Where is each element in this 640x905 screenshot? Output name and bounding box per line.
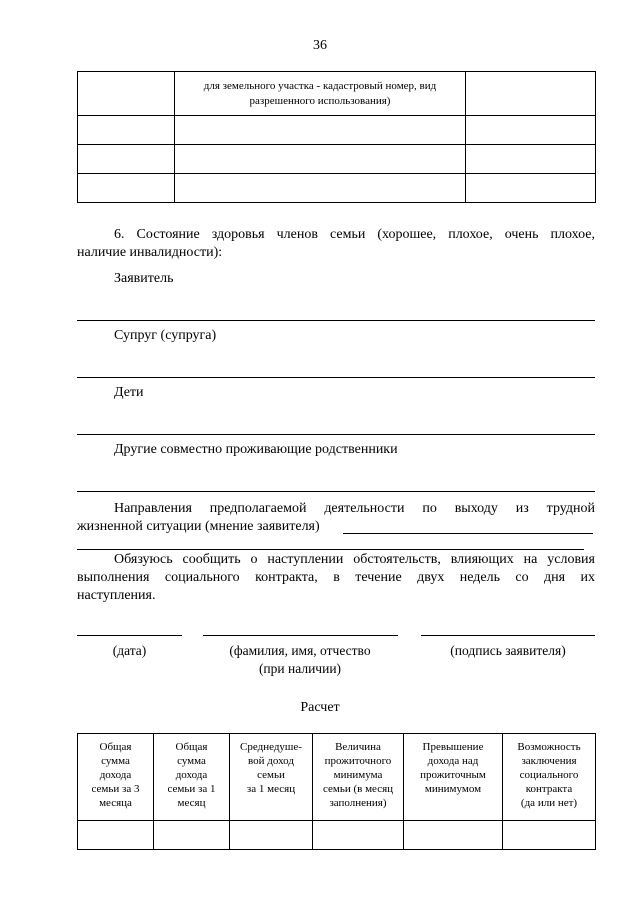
date-label: (дата) xyxy=(112,643,147,658)
obligation-line2: выполнения социального контракта, в течение двух недель со дня их xyxy=(77,570,595,585)
calc-header-cell xyxy=(230,734,313,821)
calc-header-line: Общая xyxy=(175,741,208,753)
table-row xyxy=(78,174,596,203)
calc-header-line: контракта xyxy=(525,783,573,795)
table-cell[interactable] xyxy=(78,821,154,850)
calc-header-line: месяц xyxy=(177,797,206,809)
table-cell[interactable] xyxy=(78,145,175,174)
table-cell xyxy=(175,72,466,116)
table-cell[interactable] xyxy=(404,821,503,850)
calc-header-line: прожиточным xyxy=(420,769,486,781)
calc-header-line: (да или нет) xyxy=(520,797,578,809)
calc-table xyxy=(77,733,596,850)
health-heading-line2: наличие инвалидности): xyxy=(77,245,223,260)
table-cell[interactable] xyxy=(313,821,404,850)
calc-header-line: семьи (в месяц xyxy=(322,783,394,795)
directions-answer-line-2[interactable] xyxy=(77,549,584,550)
table-cell[interactable] xyxy=(175,145,466,174)
directions-line2: жизненной ситуации (мнение заявителя) xyxy=(77,519,320,534)
table-cell[interactable] xyxy=(466,116,596,145)
table-cell[interactable] xyxy=(154,821,230,850)
calc-header-cell xyxy=(313,734,404,821)
obligation-line1: Обязуюсь сообщить о наступлении обстоятельств, влияющих на условия xyxy=(114,552,595,567)
cell-text-line: разрешенного использования) xyxy=(249,95,391,107)
calc-header-cell xyxy=(78,734,154,821)
calc-header-line: дохода xyxy=(175,769,208,781)
table-cell[interactable] xyxy=(78,116,175,145)
table-row xyxy=(78,72,596,116)
calc-header-line: заполнения) xyxy=(329,797,387,809)
cell-text-line: для земельного участка - кадастровый номер, вид xyxy=(203,80,437,92)
table-cell[interactable] xyxy=(175,116,466,145)
applicant-line[interactable] xyxy=(77,320,595,321)
property-table xyxy=(77,71,596,203)
table-cell[interactable] xyxy=(230,821,313,850)
page-number: 36 xyxy=(313,38,327,53)
signature-line[interactable] xyxy=(421,635,595,636)
calc-header-line: прожиточного xyxy=(324,755,392,767)
calc-header-line: за 1 месяц xyxy=(246,783,296,795)
calc-header-line: Возможность xyxy=(517,741,581,753)
table-cell[interactable] xyxy=(466,145,596,174)
table-cell[interactable] xyxy=(503,821,596,850)
table-row xyxy=(78,116,596,145)
calc-header-line: минимума xyxy=(333,769,383,781)
calc-header-line: дохода xyxy=(99,769,132,781)
name-label-line2: (при наличии) xyxy=(258,661,342,676)
calc-header-line: месяца xyxy=(99,797,132,809)
calc-header-line: социального xyxy=(519,769,579,781)
table-row xyxy=(78,145,596,174)
spouse-line[interactable] xyxy=(77,377,595,378)
calc-header-line: дохода над xyxy=(427,755,479,767)
table-row xyxy=(78,821,596,850)
table-cell[interactable] xyxy=(78,174,175,203)
calc-header-line: вой доход xyxy=(248,755,294,767)
relatives-label: Другие совместно проживающие родственники xyxy=(114,442,398,457)
date-line[interactable] xyxy=(77,635,182,636)
name-line[interactable] xyxy=(203,635,398,636)
calc-header-cell xyxy=(154,734,230,821)
calc-header-line: семьи xyxy=(257,769,285,781)
relatives-line[interactable] xyxy=(77,491,595,492)
signature-label: (подпись заявителя) xyxy=(450,643,566,658)
applicant-label: Заявитель xyxy=(114,271,174,286)
calc-header-cell xyxy=(503,734,596,821)
calc-header-line: сумма xyxy=(177,755,206,767)
calc-header-line: Превышение xyxy=(422,741,484,753)
directions-line1: Направления предполагаемой деятельности по выходу из трудной xyxy=(114,501,595,516)
health-heading-line1: 6. Состояние здоровья членов семьи (хорошее, плохое, очень плохое, xyxy=(114,227,595,242)
table-cell[interactable] xyxy=(466,174,596,203)
table-cell xyxy=(466,72,596,116)
children-label: Дети xyxy=(114,385,144,400)
calc-header-line: сумма xyxy=(101,755,130,767)
children-line[interactable] xyxy=(77,434,595,435)
calc-header-line: Среднедуше- xyxy=(240,741,302,753)
directions-answer-line[interactable] xyxy=(343,533,593,534)
calc-header-line: семьи за 3 xyxy=(91,783,140,795)
calc-header-line: Общая xyxy=(99,741,132,753)
calc-header-line: минимумом xyxy=(424,783,482,795)
table-cell[interactable] xyxy=(175,174,466,203)
calc-title: Расчет xyxy=(300,700,340,715)
spouse-label: Супруг (супруга) xyxy=(114,328,217,343)
table-row xyxy=(78,734,596,821)
table-cell xyxy=(78,72,175,116)
calc-header-line: семьи за 1 xyxy=(167,783,216,795)
name-label-line1: (фамилия, имя, отчество xyxy=(229,643,371,658)
name-label xyxy=(195,642,405,678)
calc-header-line: заключения xyxy=(521,755,577,767)
obligation-line3: наступления. xyxy=(77,588,156,603)
calc-header-cell xyxy=(404,734,503,821)
calc-header-line: Величина xyxy=(335,741,381,753)
